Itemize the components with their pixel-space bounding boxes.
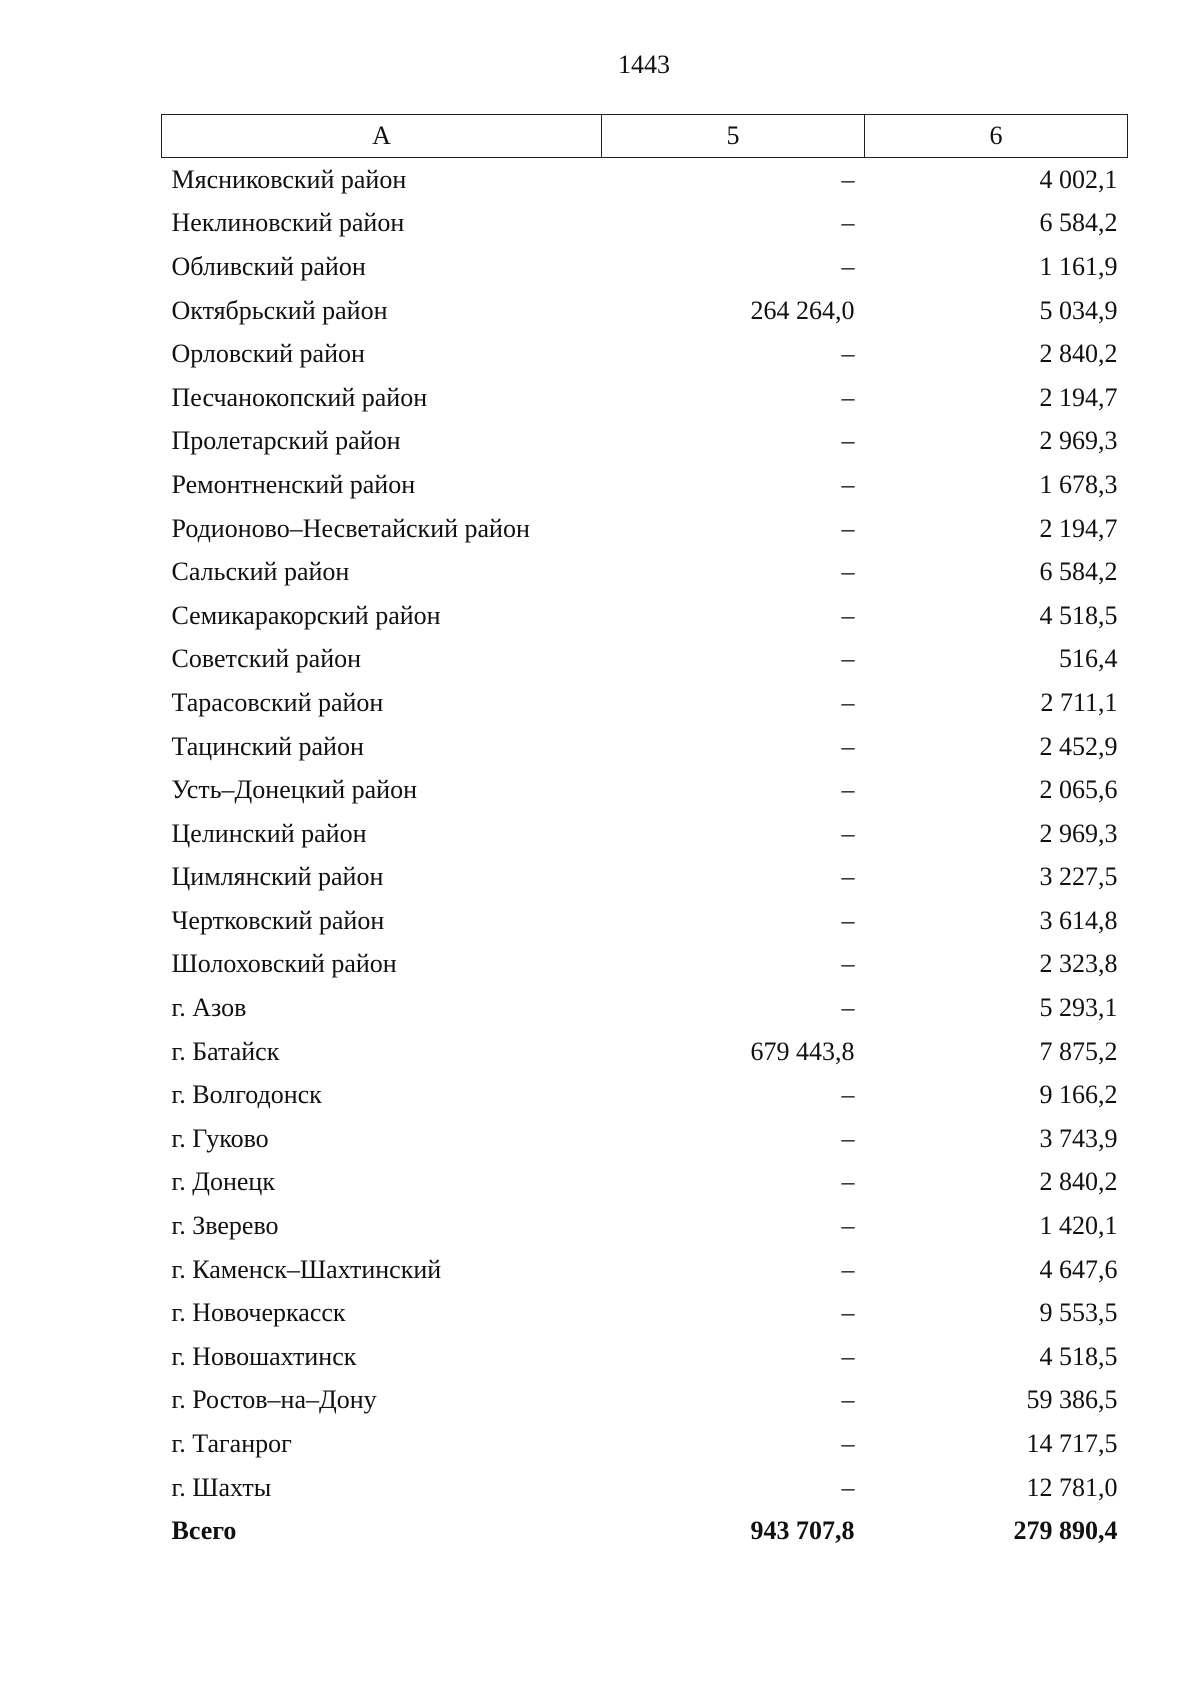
table-row (162, 638, 1128, 682)
row-name-cell: Шолоховский район (171, 949, 397, 979)
table-row (162, 245, 1128, 289)
row-col6-cell: 516,4 (1059, 644, 1118, 674)
row-name-cell: Усть–Донецкий район (171, 775, 417, 805)
row-col5-cell: – (841, 1211, 855, 1241)
column-header-a: А (162, 115, 602, 158)
row-col5-cell: – (841, 644, 855, 674)
row-col5-cell: – (841, 818, 855, 848)
row-col6-cell: 2 969,3 (1039, 818, 1118, 848)
row-col6-cell: 4 518,5 (1039, 600, 1118, 630)
row-col6-cell: 5 293,1 (1039, 993, 1118, 1023)
row-col5-cell: – (841, 1341, 855, 1371)
row-col5-cell: – (841, 1472, 855, 1502)
row-col5-cell: – (841, 775, 855, 805)
row-name-cell: г. Новошахтинск (171, 1341, 357, 1371)
table-row (162, 986, 1128, 1030)
table-row (162, 1248, 1128, 1292)
row-col5-cell: – (841, 1080, 855, 1110)
row-col6-cell: 1 678,3 (1039, 469, 1118, 499)
row-col5-cell: – (841, 426, 855, 456)
row-name-cell: Орловский район (171, 339, 365, 369)
row-col5-cell: – (841, 339, 855, 369)
table-row (162, 1291, 1128, 1335)
table-row (162, 725, 1128, 769)
total-row (162, 1509, 1128, 1553)
row-col5-cell: – (841, 1385, 855, 1415)
row-col5-cell: – (841, 164, 855, 194)
total-col5-cell: 943 707,8 (750, 1516, 855, 1546)
row-name-cell: Неклиновский район (171, 208, 405, 238)
row-name-cell: г. Шахты (171, 1472, 272, 1502)
row-col6-cell: 3 614,8 (1039, 905, 1118, 935)
row-col5-cell: – (841, 1429, 855, 1459)
table-row (162, 943, 1128, 987)
table-row (162, 768, 1128, 812)
row-col5-cell: – (841, 1254, 855, 1284)
table-row (162, 550, 1128, 594)
row-col6-cell: 4 002,1 (1039, 164, 1118, 194)
table-row (162, 332, 1128, 376)
row-col6-cell: 4 647,6 (1039, 1254, 1118, 1284)
row-name-cell: Советский район (171, 644, 362, 674)
column-header-5: 5 (602, 115, 865, 158)
row-col5-cell: – (841, 251, 855, 281)
page-number: 1443 (618, 50, 670, 79)
row-col6-cell: 9 166,2 (1039, 1080, 1118, 1110)
row-col6-cell: 7 875,2 (1039, 1036, 1118, 1066)
row-name-cell: Тацинский район (171, 731, 364, 761)
row-col5-cell: – (841, 1298, 855, 1328)
row-name-cell: г. Волгодонск (171, 1080, 322, 1110)
row-col6-cell: 2 194,7 (1039, 382, 1118, 412)
table-row (162, 420, 1128, 464)
row-name-cell: г. Ростов–на–Дону (171, 1385, 377, 1415)
row-name-cell: г. Новочеркасск (171, 1298, 346, 1328)
table-row (162, 856, 1128, 900)
total-col6-cell: 279 890,4 (1013, 1516, 1118, 1546)
row-name-cell: г. Таганрог (171, 1429, 292, 1459)
row-col6-cell: 2 840,2 (1039, 1167, 1118, 1197)
row-name-cell: Чертковский район (171, 905, 385, 935)
table-row (162, 376, 1128, 420)
table-row (162, 1117, 1128, 1161)
row-name-cell: Песчанокопский район (171, 382, 428, 412)
row-col6-cell: 2 065,6 (1039, 775, 1118, 805)
row-col5-cell: – (841, 557, 855, 587)
row-name-cell: г. Гуково (171, 1123, 269, 1153)
row-name-cell: г. Азов (171, 993, 247, 1023)
row-col6-cell: 2 711,1 (1040, 687, 1118, 717)
row-col5-cell: – (841, 1123, 855, 1153)
row-col6-cell: 2 840,2 (1039, 339, 1118, 369)
row-col5-cell: 264 264,0 (750, 295, 855, 325)
table-row (162, 507, 1128, 551)
row-col6-cell: 2 452,9 (1039, 731, 1118, 761)
row-col5-cell: – (841, 600, 855, 630)
row-col5-cell: – (841, 905, 855, 935)
table-row (162, 1422, 1128, 1466)
row-name-cell: Родионово–Несветайский район (171, 513, 530, 543)
table-row (162, 1073, 1128, 1117)
row-col5-cell: – (841, 513, 855, 543)
row-name-cell: Сальский район (171, 557, 350, 587)
row-col6-cell: 5 034,9 (1039, 295, 1118, 325)
table-row (162, 158, 1128, 202)
row-col5-cell: – (841, 208, 855, 238)
row-col5-cell: – (841, 687, 855, 717)
table-row (162, 202, 1128, 246)
row-col5-cell: – (841, 1167, 855, 1197)
allocation-table (161, 114, 1128, 1553)
table-row (162, 1030, 1128, 1074)
row-col6-cell: 3 743,9 (1039, 1123, 1118, 1153)
table-body (162, 158, 1128, 1554)
total-label-cell: Всего (171, 1516, 237, 1546)
table-header-row (162, 115, 1128, 158)
row-name-cell: г. Зверево (171, 1211, 279, 1241)
row-col6-cell: 59 386,5 (1026, 1385, 1118, 1415)
row-name-cell: г. Донецк (171, 1167, 275, 1197)
row-col6-cell: 3 227,5 (1039, 862, 1118, 892)
row-col6-cell: 4 518,5 (1039, 1341, 1118, 1371)
row-col6-cell: 1 420,1 (1039, 1211, 1118, 1241)
row-name-cell: Тарасовский район (171, 687, 384, 717)
row-name-cell: г. Каменск–Шахтинский (171, 1254, 442, 1284)
row-name-cell: Ремонтненский район (171, 469, 416, 499)
row-col6-cell: 6 584,2 (1039, 557, 1118, 587)
table-row (162, 1161, 1128, 1205)
row-name-cell: Целинский район (171, 818, 367, 848)
row-col6-cell: 2 194,7 (1039, 513, 1118, 543)
row-col5-cell: 679 443,8 (750, 1036, 855, 1066)
row-name-cell: г. Батайск (171, 1036, 280, 1066)
row-name-cell: Октябрьский район (171, 295, 388, 325)
table-row (162, 1379, 1128, 1423)
row-name-cell: Обливский район (171, 251, 366, 281)
table-row (162, 681, 1128, 725)
column-header-6: 6 (865, 115, 1128, 158)
row-col5-cell: – (841, 382, 855, 412)
row-col5-cell: – (841, 469, 855, 499)
row-col6-cell: 2 323,8 (1039, 949, 1118, 979)
row-col6-cell: 2 969,3 (1039, 426, 1118, 456)
row-col6-cell: 12 781,0 (1026, 1472, 1118, 1502)
row-col5-cell: – (841, 862, 855, 892)
table-row (162, 1335, 1128, 1379)
table-row (162, 289, 1128, 333)
table-row (162, 463, 1128, 507)
table-row (162, 812, 1128, 856)
row-col6-cell: 1 161,9 (1039, 251, 1118, 281)
table-row (162, 594, 1128, 638)
row-col5-cell: – (841, 731, 855, 761)
row-name-cell: Семикаракорский район (171, 600, 441, 630)
row-name-cell: Пролетарский район (171, 426, 401, 456)
table-row (162, 1204, 1128, 1248)
row-col6-cell: 14 717,5 (1026, 1429, 1118, 1459)
table-row (162, 899, 1128, 943)
row-col5-cell: – (841, 949, 855, 979)
row-name-cell: Цимлянский район (171, 862, 384, 892)
row-col6-cell: 6 584,2 (1039, 208, 1118, 238)
row-name-cell: Мясниковский район (171, 164, 407, 194)
row-col5-cell: – (841, 993, 855, 1023)
row-col6-cell: 9 553,5 (1039, 1298, 1118, 1328)
table-row (162, 1466, 1128, 1510)
